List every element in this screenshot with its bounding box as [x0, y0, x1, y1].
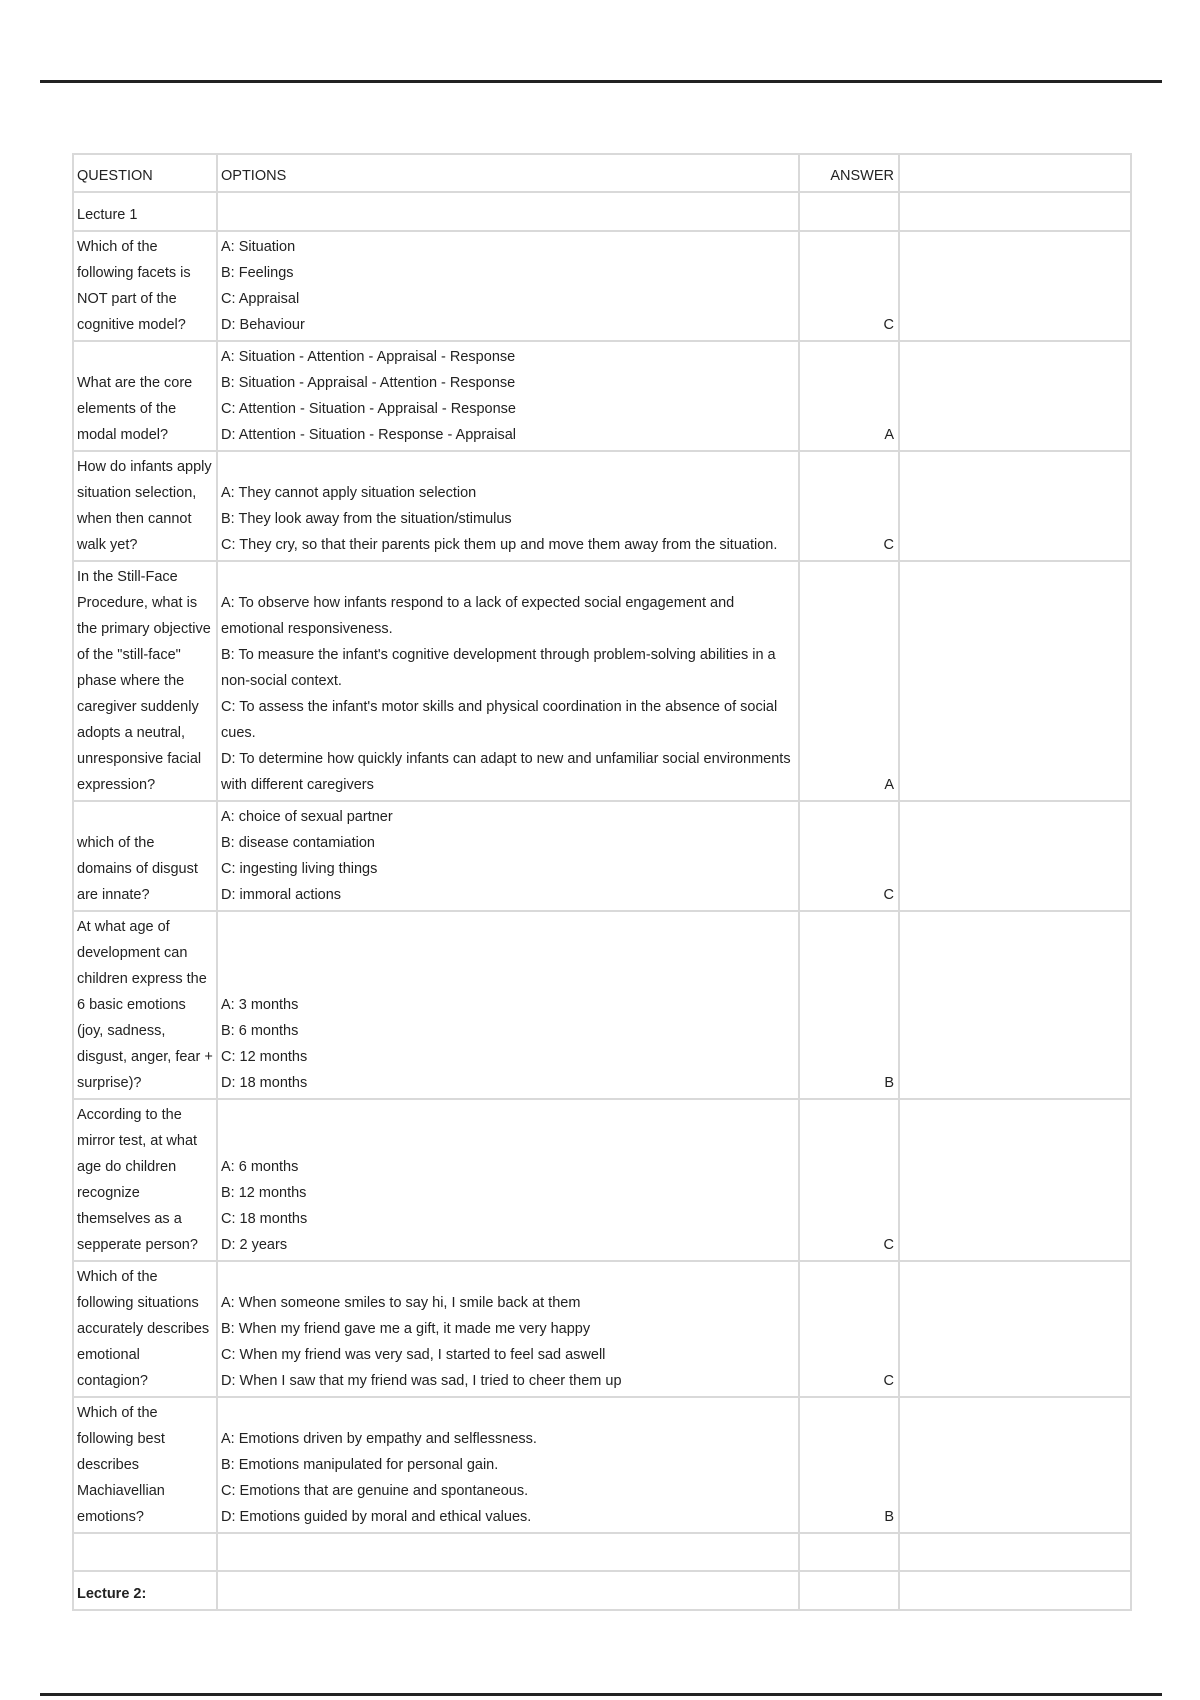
answer-cell: B [799, 1397, 899, 1533]
question-cell: At what age of development can children express the 6 basic emotions (joy, sadness, disgust, anger, fear + surprise)? [73, 911, 217, 1099]
question-cell: What are the core elements of the modal model? [73, 341, 217, 451]
answer-cell: C [799, 801, 899, 911]
options-cell: A: Situation B: Feelings C: Appraisal D: Behaviour [217, 231, 799, 341]
table-row [73, 231, 1131, 341]
options-cell: A: To observe how infants respond to a lack of expected social engagement and emotional responsiveness. B: To measure the infant's cognitive development through problem-solving abilities in a non-social context. C: To assess the infant's motor skills and physical coordination in the absence of social cues. D: To determine how quickly infants can adapt to new and unfamiliar social environments with different caregivers [217, 561, 799, 801]
table-row [73, 911, 1131, 1099]
empty-cell [899, 1533, 1131, 1571]
options-cell: A: 6 months B: 12 months C: 18 months D: 2 years [217, 1099, 799, 1261]
options-cell: A: Situation - Attention - Appraisal - Response B: Situation - Appraisal - Attention - Response C: Attention - Situation - Appraisal - Response D: Attention - Situation - Response - Appraisal [217, 341, 799, 451]
answer-cell: A [799, 341, 899, 451]
table-row [73, 341, 1131, 451]
answer-cell: B [799, 911, 899, 1099]
section-label: Lecture 2: [73, 1571, 217, 1610]
table-row [73, 451, 1131, 561]
empty-cell [899, 1397, 1131, 1533]
header-question: QUESTION [73, 154, 217, 192]
section-label: Lecture 1 [73, 192, 217, 231]
header-row [73, 154, 1131, 192]
question-cell: How do infants apply situation selection, when then cannot walk yet? [73, 451, 217, 561]
empty-cell [73, 1533, 217, 1571]
table-row [73, 561, 1131, 801]
options-cell: A: When someone smiles to say hi, I smile back at them B: When my friend gave me a gift, it made me very happy C: When my friend was very sad, I started to feel sad aswell D: When I saw that my friend was sad, I tried to cheer them up [217, 1261, 799, 1397]
empty-cell [217, 192, 799, 231]
empty-cell [899, 1571, 1131, 1610]
section-row-lecture-1 [73, 192, 1131, 231]
options-cell: A: choice of sexual partner B: disease contamiation C: ingesting living things D: immoral actions [217, 801, 799, 911]
question-cell: Which of the following situations accurately describes emotional contagion? [73, 1261, 217, 1397]
empty-cell [899, 801, 1131, 911]
question-cell: According to the mirror test, at what age do children recognize themselves as a sepperate person? [73, 1099, 217, 1261]
empty-cell [899, 192, 1131, 231]
empty-cell [899, 154, 1131, 192]
empty-cell [899, 231, 1131, 341]
table-row [73, 1261, 1131, 1397]
empty-row [73, 1533, 1131, 1571]
options-cell: A: They cannot apply situation selection B: They look away from the situation/stimulus C: They cry, so that their parents pick them up and move them away from the situation. [217, 451, 799, 561]
options-cell: A: 3 months B: 6 months C: 12 months D: 18 months [217, 911, 799, 1099]
empty-cell [899, 1099, 1131, 1261]
table-row [73, 1397, 1131, 1533]
quiz-table [72, 153, 1132, 1611]
empty-cell [899, 911, 1131, 1099]
answer-cell: C [799, 1099, 899, 1261]
empty-cell [799, 192, 899, 231]
empty-cell [217, 1571, 799, 1610]
empty-cell [799, 1571, 899, 1610]
answer-cell: C [799, 451, 899, 561]
question-cell: Which of the following facets is NOT part of the cognitive model? [73, 231, 217, 341]
empty-cell [899, 451, 1131, 561]
empty-cell [799, 1533, 899, 1571]
question-cell: Which of the following best describes Machiavellian emotions? [73, 1397, 217, 1533]
answer-cell: C [799, 231, 899, 341]
question-cell: which of the domains of disgust are innate? [73, 801, 217, 911]
table-row [73, 801, 1131, 911]
section-row-lecture-2 [73, 1571, 1131, 1610]
header-answer: ANSWER [799, 154, 899, 192]
empty-cell [899, 1261, 1131, 1397]
empty-cell [217, 1533, 799, 1571]
question-cell: In the Still-Face Procedure, what is the primary objective of the "still-face" phase where the caregiver suddenly adopts a neutral, unresponsive facial expression? [73, 561, 217, 801]
bottom-rule [40, 1693, 1162, 1696]
empty-cell [899, 341, 1131, 451]
empty-cell [899, 561, 1131, 801]
answer-cell: C [799, 1261, 899, 1397]
table-row [73, 1099, 1131, 1261]
options-cell: A: Emotions driven by empathy and selflessness. B: Emotions manipulated for personal gain. C: Emotions that are genuine and spontaneous. D: Emotions guided by moral and ethical values. [217, 1397, 799, 1533]
top-rule [40, 80, 1162, 83]
header-options: OPTIONS [217, 154, 799, 192]
answer-cell: A [799, 561, 899, 801]
